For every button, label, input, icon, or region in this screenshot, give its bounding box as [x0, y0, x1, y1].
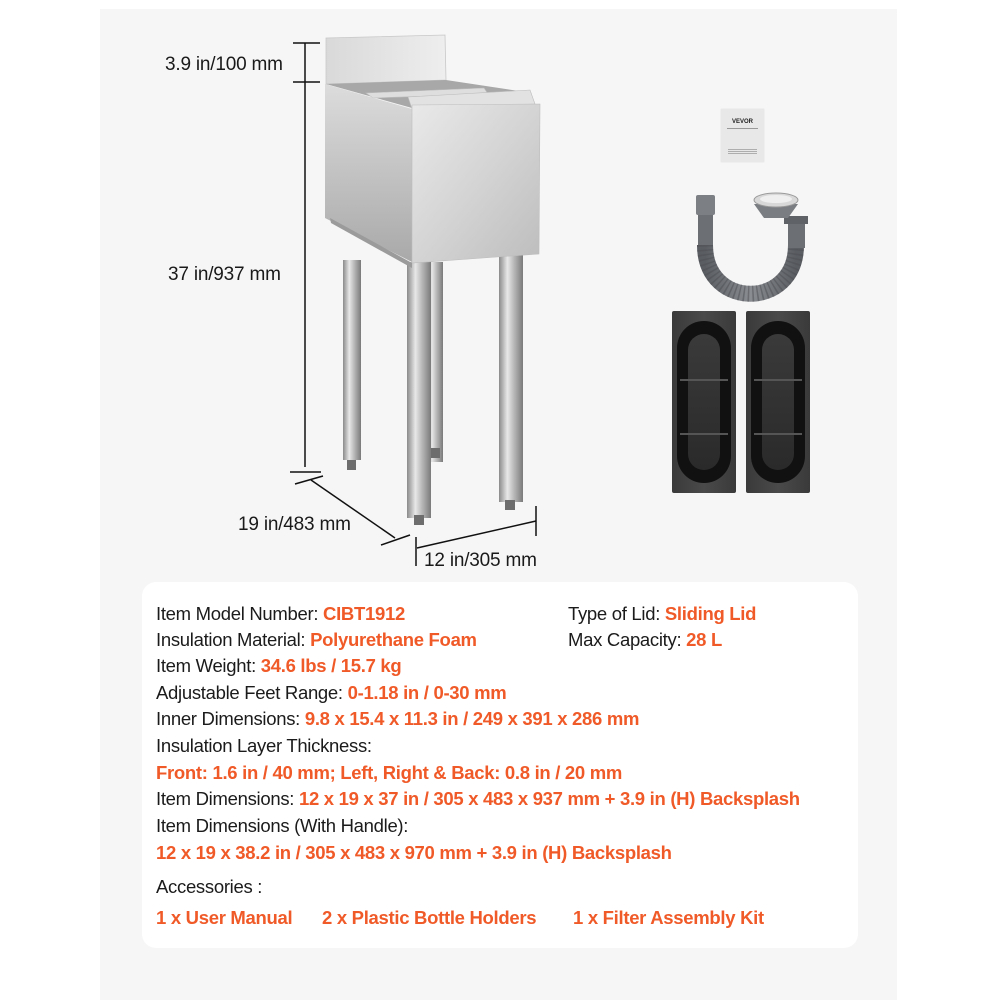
- depth-label: 19 in/483 mm: [238, 514, 351, 535]
- spec-label: Item Weight:: [156, 655, 256, 676]
- spec-item-dimensions: [156, 788, 800, 810]
- accessory-bottle-holders: 2 x Plastic Bottle Holders: [322, 907, 537, 928]
- width-label: 12 in/305 mm: [424, 550, 537, 571]
- bottle-holder-image: [746, 311, 810, 493]
- accessory-filter-kit: 1 x Filter Assembly Kit: [573, 907, 764, 928]
- manual-brand-text: VEVOR: [731, 119, 753, 125]
- spec-model: [156, 603, 405, 625]
- height-label: 37 in/937 mm: [168, 264, 281, 285]
- spec-value: 28 L: [686, 629, 722, 650]
- spec-label: Adjustable Feet Range:: [156, 682, 343, 703]
- accessory-user-manual: 1 x User Manual: [156, 907, 293, 928]
- manual-rule: [727, 128, 758, 129]
- filter-assembly-kit-image: [696, 193, 808, 294]
- spec-value: Polyurethane Foam: [310, 629, 477, 650]
- backsplash: [326, 35, 446, 84]
- spec-insulation-material: [156, 629, 477, 651]
- spec-value: 12 x 19 x 37 in / 305 x 483 x 937 mm + 3.9 in (H) Backsplash: [298, 788, 800, 809]
- spec-label: Inner Dimensions:: [156, 708, 300, 729]
- spec-label: Item Dimensions:: [156, 788, 295, 809]
- backsplash-height-label: 3.9 in/100 mm: [165, 54, 283, 75]
- spec-value: 0-1.18 in / 0-30 mm: [347, 682, 507, 703]
- spec-label: Type of Lid:: [568, 603, 661, 624]
- spec-insulation-thickness-label: Insulation Layer Thickness:: [156, 735, 372, 756]
- spec-insulation-thickness-value: Front: 1.6 in / 40 mm; Left, Right & Back: 0.8 in / 20 mm: [156, 762, 623, 783]
- spec-capacity: [568, 629, 722, 651]
- sink-side-panel: [325, 84, 412, 262]
- spec-weight: [156, 655, 401, 677]
- spec-label: Max Capacity:: [568, 629, 682, 650]
- user-manual-image: [721, 109, 764, 162]
- spec-lid: [568, 603, 756, 625]
- sink-front-panel: [412, 104, 540, 263]
- spec-item-dimensions-handle-label: Item Dimensions (With Handle):: [156, 815, 409, 836]
- spec-inner-dimensions: [156, 708, 639, 730]
- spec-label: Item Model Number:: [156, 603, 319, 624]
- sink-legs: [343, 252, 523, 525]
- spec-item-dimensions-handle-value: 12 x 19 x 38.2 in / 305 x 483 x 970 mm + 3.9 in (H) Backsplash: [156, 842, 672, 863]
- bottle-holder-image: [672, 311, 736, 493]
- spec-label: Insulation Material:: [156, 629, 306, 650]
- spec-feet-range: [156, 682, 506, 704]
- manual-text-block: [728, 149, 757, 155]
- spec-value: 34.6 lbs / 15.7 kg: [260, 655, 402, 676]
- accessories-label: Accessories :: [156, 876, 263, 897]
- spec-value: 9.8 x 15.4 x 11.3 in / 249 x 391 x 286 mm: [304, 708, 640, 729]
- spec-value: Sliding Lid: [664, 603, 757, 624]
- spec-value: CIBT1912: [323, 603, 405, 624]
